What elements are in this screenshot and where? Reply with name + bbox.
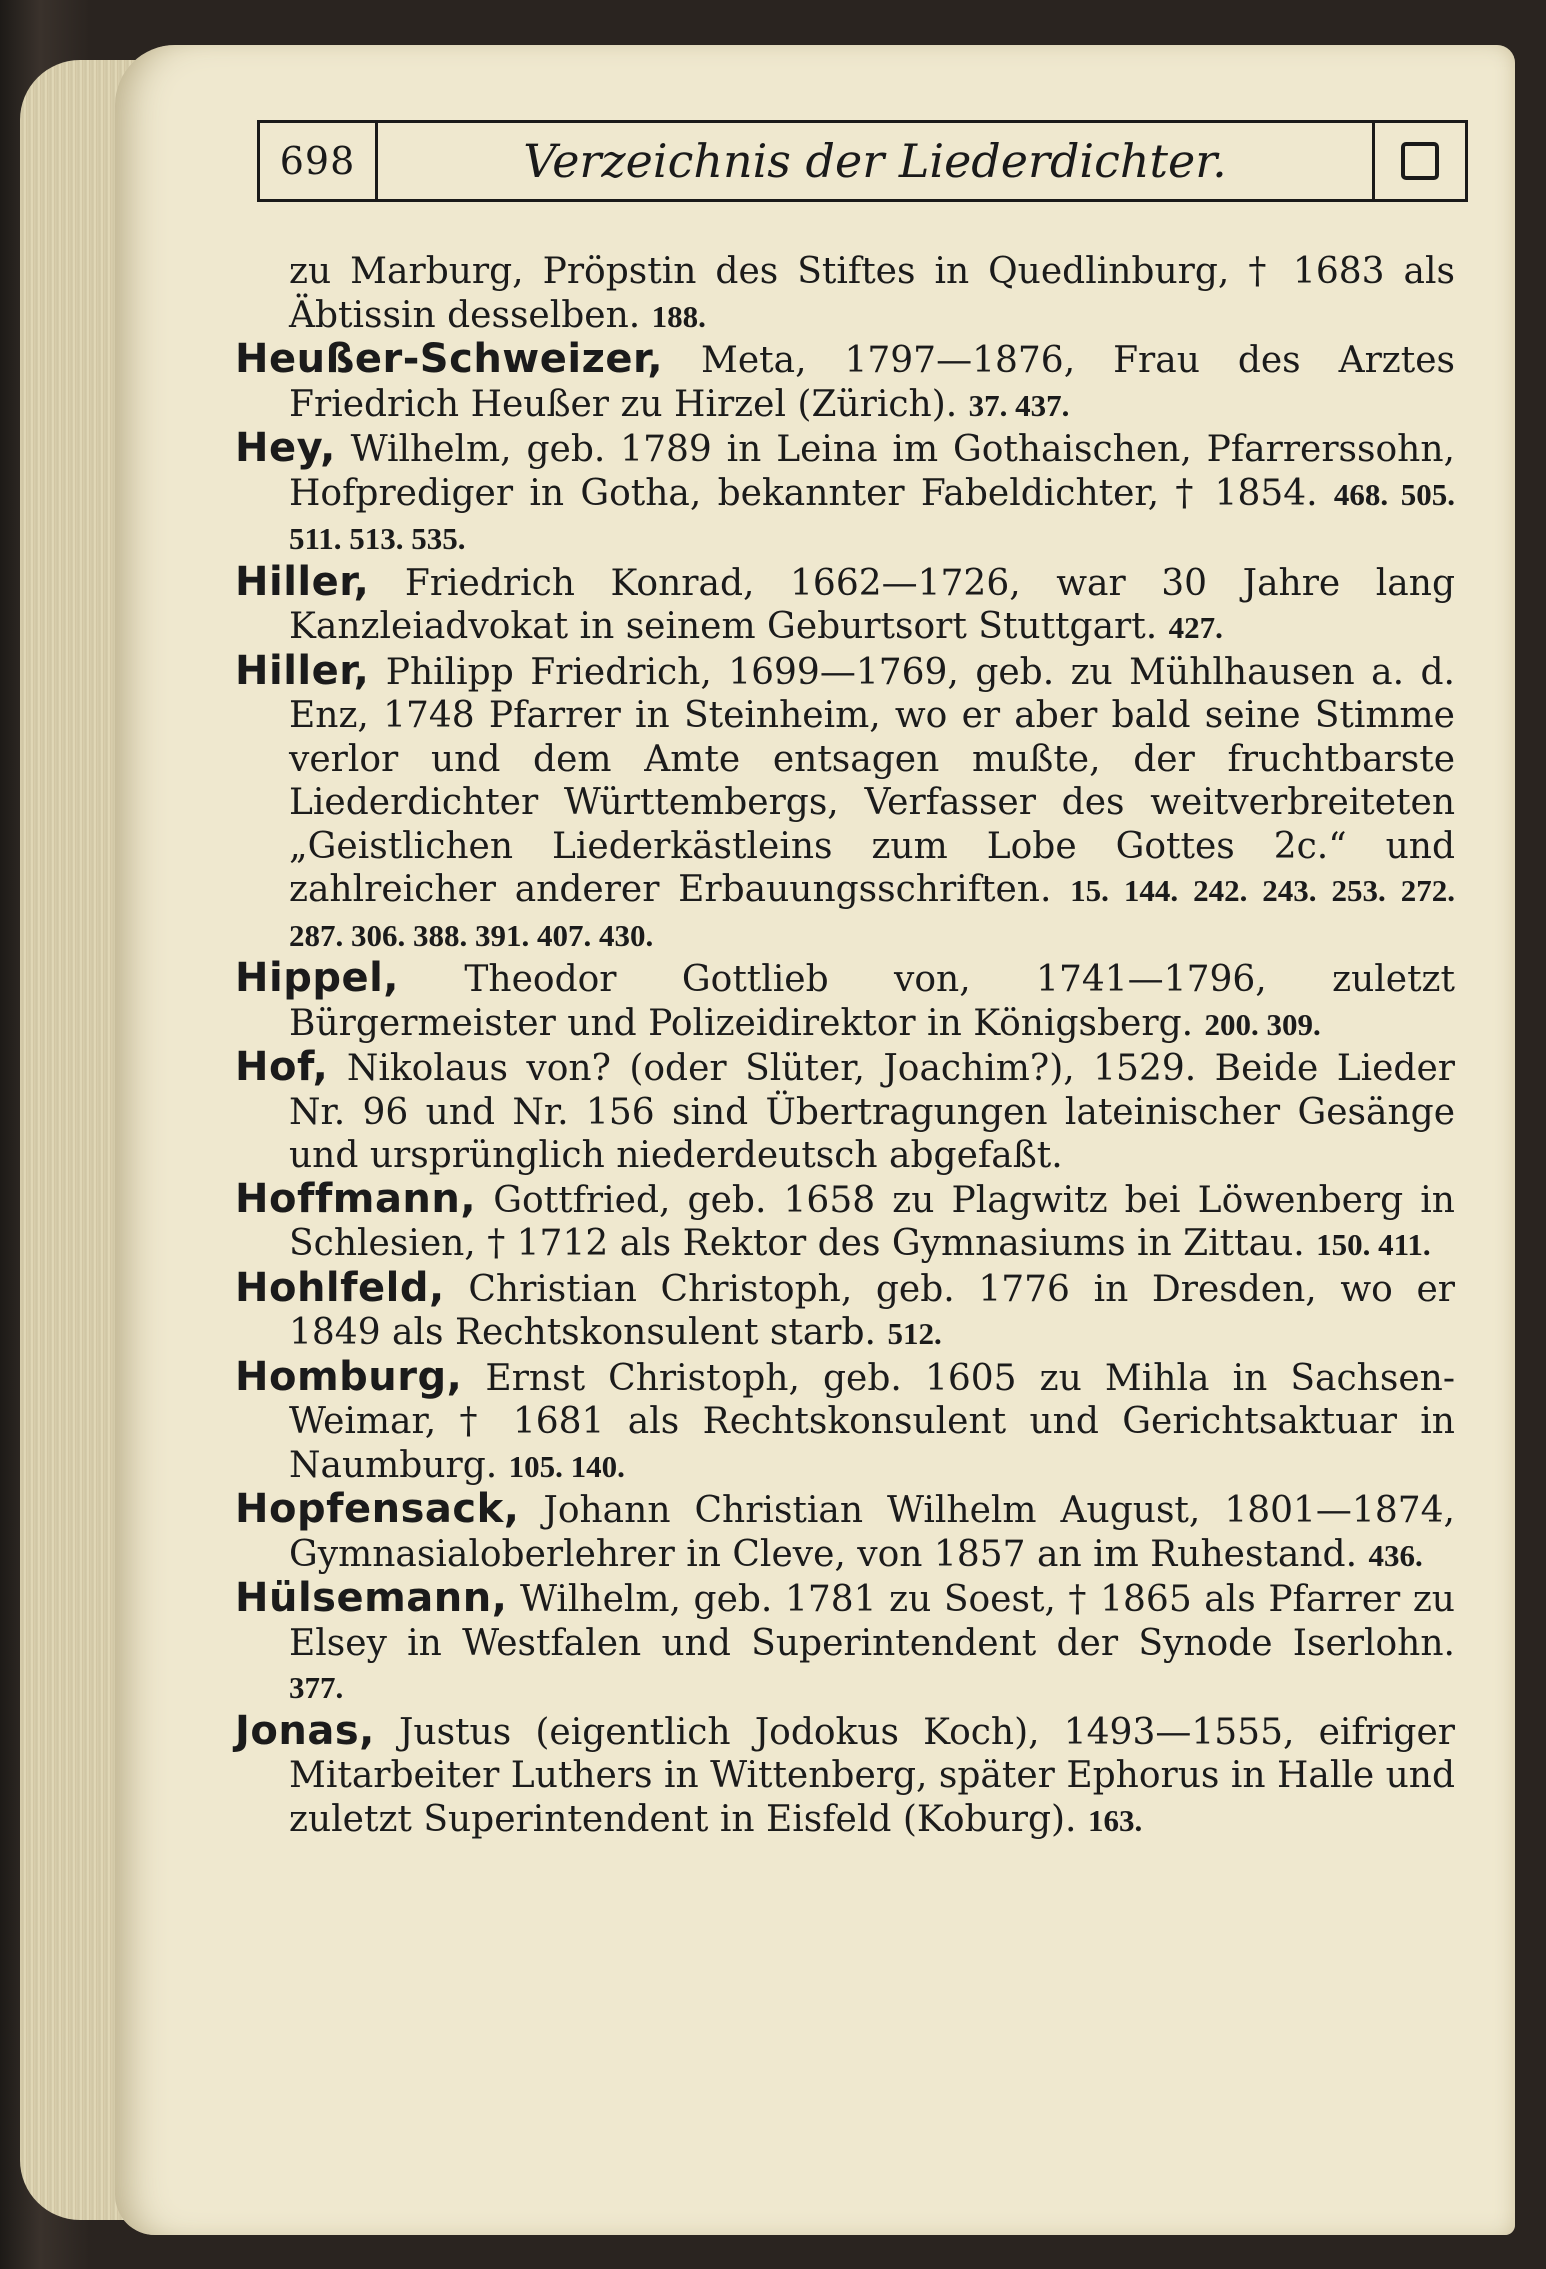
entry-name: Hülsemann, (235, 1575, 508, 1621)
list-item (235, 1046, 1455, 1178)
list-item (235, 427, 1455, 561)
entry-refs: 150. 411. (1316, 1227, 1431, 1262)
list-item (235, 1707, 1456, 1843)
entry-name: Jonas, (235, 1707, 375, 1754)
entry-text: Wilhelm, geb. 1789 in Leina im Gothaischen, Pfarrerssohn, Hofprediger in Gotha, bekannter Fabeldichter, † 1854. (289, 429, 1455, 514)
entry-name: Hey, (235, 425, 336, 471)
entry-text: Ernst Christoph, geb. 1605 zu Mihla in Sachsen-Weimar, † 1681 als Rechtskonsulent und Gerichtsaktuar in Naumburg. (289, 1357, 1455, 1486)
entry-refs: 377. (289, 1670, 344, 1705)
entry-name: Hoffmann, (235, 1175, 477, 1222)
entry-name: Hohlfeld, (235, 1264, 445, 1311)
entry-refs: 200. 309. (1204, 1006, 1321, 1042)
entry-name: Homburg, (235, 1353, 463, 1400)
entry-name: Hopfensack, (235, 1486, 520, 1532)
author-index (235, 250, 1455, 1842)
entry-text: Theodor Gottlieb von, 1741—1796, zuletzt Bürgermeister und Polizeidirektor in Königsberg. (289, 959, 1455, 1044)
entry-text: Wilhelm, geb. 1781 zu Soest, † 1865 als Pfarrer zu Elsey in Westfalen und Superintendent der Synode Iserlohn. (289, 1579, 1455, 1664)
entry-refs: 427. (1168, 610, 1223, 645)
list-item (235, 1264, 1455, 1356)
entry-text: Meta, 1797—1876, Frau des Arztes Friedrich Heußer zu Hirzel (Zürich). (289, 340, 1455, 425)
header-ornament-box (1372, 123, 1465, 199)
entry-text: Johann Christian Wilhelm August, 1801—1874, Gymnasialoberlehrer in Cleve, von 1857 an im Ruhestand. (289, 1490, 1455, 1575)
entry-name: Hiller, (235, 558, 370, 605)
list-item (235, 558, 1455, 650)
list-item (235, 338, 1455, 427)
running-header (257, 120, 1468, 202)
entry-refs: 105. 140. (508, 1448, 625, 1484)
entry-name: Hiller, (235, 647, 370, 694)
list-item (235, 957, 1455, 1046)
list-item (235, 1577, 1455, 1710)
entry-refs: 188. (651, 298, 706, 334)
entry-refs: 37. 437. (968, 387, 1070, 423)
entry-name: Hof, (235, 1044, 329, 1090)
entry-name: Heußer-Schweizer, (235, 336, 664, 382)
entry-refs: 436. (1368, 1537, 1423, 1573)
entry-text: Philipp Friedrich, 1699—1769, geb. zu Mühlhausen a. d. Enz, 1748 Pfarrer in Steinheim, wo er aber bald seine Stimme verlor und dem Amte entsagen mußte, der fruchtbarste Liederdichter Württembergs, Verfasser des weitverbreiteten „Geistlichen Liederkästleins zum Lobe Gottes 2c.“ und zahlreicher anderer Erbauungsschriften. (289, 651, 1455, 910)
page-title: Verzeichnis der Liederdichter. (523, 134, 1227, 188)
entry-text: zu Marburg, Pröpstin des Stiftes in Quedlinburg, † 1683 als Äbtissin desselben. (289, 251, 1455, 336)
list-item (235, 250, 1455, 338)
entry-text: Nikolaus von? (oder Slüter, Joachim?), 1529. Beide Lieder Nr. 96 und Nr. 156 sind Übertragungen lateinischer Gesänge und ursprünglich niederdeutsch abgefaßt. (289, 1048, 1455, 1176)
list-item (235, 1353, 1455, 1489)
entry-text: Gottfried, geb. 1658 zu Plagwitz bei Löwenberg in Schlesien, † 1712 als Rektor des Gymnasiums in Zittau. (289, 1179, 1455, 1264)
entry-text: Christian Christoph, geb. 1776 in Dresden, wo er 1849 als Rechtskonsulent starb. (289, 1268, 1455, 1353)
entry-refs: 15. 144. 242. 243. 253. 272. 287. 306. 388. 391. 407. 430. (289, 873, 1456, 953)
entry-refs: 512. (887, 1316, 942, 1351)
entry-refs: 163. (1087, 1802, 1143, 1838)
list-item (235, 1175, 1455, 1267)
entry-refs: 468. 505. 511. 513. 535. (289, 476, 1455, 556)
list-item (235, 647, 1456, 958)
page-number: 698 (260, 123, 378, 199)
list-item (235, 1488, 1455, 1577)
entry-text: Justus (eigentlich Jodokus Koch), 1493—1555, eifriger Mitarbeiter Luthers in Wittenberg, später Ephorus in Halle und zuletzt Superintendent in Eisfeld (Koburg). (289, 1711, 1456, 1840)
entry-name: Hippel, (235, 955, 399, 1001)
entry-text: Friedrich Konrad, 1662—1726, war 30 Jahre lang Kanzleiadvokat in seinem Geburtsort Stuttgart. (289, 562, 1455, 647)
